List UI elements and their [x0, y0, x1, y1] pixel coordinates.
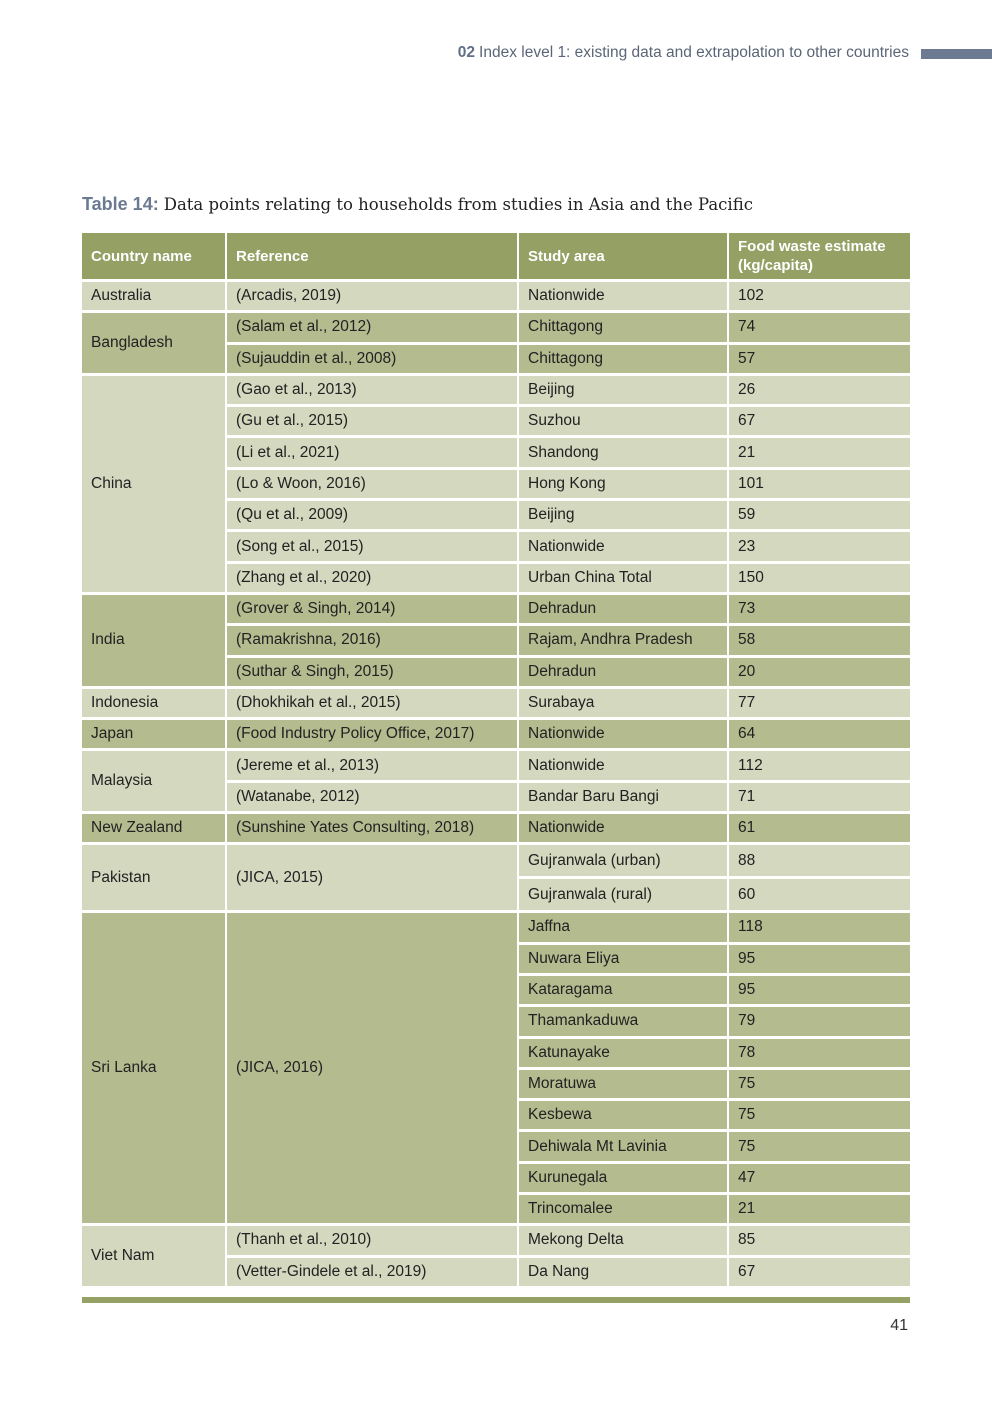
food-waste-estimate-cell: 75 — [729, 1070, 910, 1098]
table-row — [82, 376, 910, 404]
study-area-cell: Suzhou — [519, 407, 727, 435]
food-waste-estimate-cell: 118 — [729, 913, 910, 941]
reference-cell: (Sujauddin et al., 2008) — [227, 345, 517, 373]
study-area-cell: Urban China Total — [519, 564, 727, 592]
food-waste-estimate-cell: 21 — [729, 1195, 910, 1223]
header-accent-bar — [921, 49, 992, 59]
study-area-cell: Kurunegala — [519, 1164, 727, 1192]
reference-cell: (Food Industry Policy Office, 2017) — [227, 720, 517, 748]
table-row — [82, 814, 910, 842]
food-waste-estimate-cell: 61 — [729, 814, 910, 842]
study-area-cell: Nationwide — [519, 751, 727, 779]
food-waste-estimate-cell: 59 — [729, 501, 910, 529]
study-area-cell: Jaffna — [519, 913, 727, 941]
country-cell: China — [82, 376, 225, 592]
food-waste-estimate-cell: 23 — [729, 532, 910, 560]
food-waste-estimate-cell: 57 — [729, 345, 910, 373]
food-waste-estimate-cell: 21 — [729, 438, 910, 466]
study-area-cell: Nationwide — [519, 814, 727, 842]
food-waste-estimate-cell: 67 — [729, 1258, 910, 1286]
study-area-cell: Nationwide — [519, 532, 727, 560]
table-caption-text: Data points relating to households from studies in Asia and the Pacific — [163, 195, 753, 214]
study-area-cell: Hong Kong — [519, 470, 727, 498]
country-cell: India — [82, 595, 225, 686]
study-area-cell: Nationwide — [519, 282, 727, 310]
column-header-food-waste-estimate: Food waste estimate (kg/capita) — [729, 233, 910, 279]
country-cell: New Zealand — [82, 814, 225, 842]
table-bottom-rule — [82, 1297, 910, 1303]
food-waste-table — [80, 230, 912, 1289]
study-area-cell: Chittagong — [519, 345, 727, 373]
study-area-cell: Da Nang — [519, 1258, 727, 1286]
column-header-reference: Reference — [227, 233, 517, 279]
food-waste-estimate-cell: 95 — [729, 945, 910, 973]
food-waste-estimate-cell: 71 — [729, 783, 910, 811]
food-waste-estimate-cell: 75 — [729, 1132, 910, 1160]
column-header-country: Country name — [82, 233, 225, 279]
study-area-cell: Trincomalee — [519, 1195, 727, 1223]
table-row — [82, 1226, 910, 1254]
study-area-cell: Bandar Baru Bangi — [519, 783, 727, 811]
food-waste-estimate-cell: 77 — [729, 689, 910, 717]
reference-cell: (Song et al., 2015) — [227, 532, 517, 560]
food-waste-estimate-cell: 112 — [729, 751, 910, 779]
country-cell: Australia — [82, 282, 225, 310]
food-waste-estimate-cell: 102 — [729, 282, 910, 310]
table-caption — [82, 194, 912, 215]
table-row — [82, 913, 910, 941]
food-waste-estimate-cell: 88 — [729, 845, 910, 876]
table-row — [82, 751, 910, 779]
study-area-cell: Kesbewa — [519, 1101, 727, 1129]
study-area-cell: Gujranwala (rural) — [519, 879, 727, 910]
study-area-cell: Beijing — [519, 376, 727, 404]
study-area-cell: Nationwide — [519, 720, 727, 748]
reference-cell: (Watanabe, 2012) — [227, 783, 517, 811]
table-header-row — [82, 233, 910, 279]
food-waste-estimate-cell: 75 — [729, 1101, 910, 1129]
study-area-cell: Katunayake — [519, 1039, 727, 1067]
study-area-cell: Dehiwala Mt Lavinia — [519, 1132, 727, 1160]
reference-cell: (Li et al., 2021) — [227, 438, 517, 466]
food-waste-estimate-cell: 58 — [729, 626, 910, 654]
food-waste-estimate-cell: 150 — [729, 564, 910, 592]
study-area-cell: Dehradun — [519, 658, 727, 686]
study-area-cell: Rajam, Andhra Pradesh — [519, 626, 727, 654]
country-cell: Pakistan — [82, 845, 225, 910]
food-waste-estimate-cell: 101 — [729, 470, 910, 498]
food-waste-estimate-cell: 64 — [729, 720, 910, 748]
reference-cell: (Qu et al., 2009) — [227, 501, 517, 529]
food-waste-estimate-cell: 60 — [729, 879, 910, 910]
table-row — [82, 720, 910, 748]
reference-cell: (Gu et al., 2015) — [227, 407, 517, 435]
reference-cell: (Salam et al., 2012) — [227, 313, 517, 341]
food-waste-estimate-cell: 67 — [729, 407, 910, 435]
study-area-cell: Dehradun — [519, 595, 727, 623]
reference-cell: (Dhokhikah et al., 2015) — [227, 689, 517, 717]
reference-cell: (Thanh et al., 2010) — [227, 1226, 517, 1254]
study-area-cell: Moratuwa — [519, 1070, 727, 1098]
table-row — [82, 313, 910, 341]
study-area-cell: Kataragama — [519, 976, 727, 1004]
study-area-cell: Mekong Delta — [519, 1226, 727, 1254]
table-row — [82, 689, 910, 717]
reference-cell: (Sunshine Yates Consulting, 2018) — [227, 814, 517, 842]
page-number: 41 — [890, 1317, 908, 1334]
table-row — [82, 845, 910, 876]
reference-cell: (Lo & Woon, 2016) — [227, 470, 517, 498]
country-cell: Sri Lanka — [82, 913, 225, 1223]
reference-cell: (Suthar & Singh, 2015) — [227, 658, 517, 686]
country-cell: Bangladesh — [82, 313, 225, 373]
food-waste-estimate-cell: 79 — [729, 1007, 910, 1035]
food-waste-estimate-cell: 85 — [729, 1226, 910, 1254]
reference-cell: (JICA, 2016) — [227, 913, 517, 1223]
chapter-number: 02 — [457, 44, 476, 61]
country-cell: Viet Nam — [82, 1226, 225, 1286]
study-area-cell: Thamankaduwa — [519, 1007, 727, 1035]
running-header — [458, 44, 909, 62]
food-waste-estimate-cell: 74 — [729, 313, 910, 341]
food-waste-estimate-cell: 73 — [729, 595, 910, 623]
reference-cell: (Grover & Singh, 2014) — [227, 595, 517, 623]
reference-cell: (Arcadis, 2019) — [227, 282, 517, 310]
study-area-cell: Shandong — [519, 438, 727, 466]
table-caption-label: Table 14: — [82, 194, 159, 214]
food-waste-estimate-cell: 78 — [729, 1039, 910, 1067]
food-waste-estimate-cell: 95 — [729, 976, 910, 1004]
country-cell: Indonesia — [82, 689, 225, 717]
table-row — [82, 282, 910, 310]
column-header-study-area: Study area — [519, 233, 727, 279]
study-area-cell: Chittagong — [519, 313, 727, 341]
study-area-cell: Gujranwala (urban) — [519, 845, 727, 876]
table-body — [82, 282, 910, 1286]
chapter-title: Index level 1: existing data and extrapolation to other countries — [479, 44, 909, 61]
study-area-cell: Surabaya — [519, 689, 727, 717]
study-area-cell: Beijing — [519, 501, 727, 529]
reference-cell: (JICA, 2015) — [227, 845, 517, 910]
country-cell: Malaysia — [82, 751, 225, 811]
reference-cell: (Vetter-Gindele et al., 2019) — [227, 1258, 517, 1286]
reference-cell: (Jereme et al., 2013) — [227, 751, 517, 779]
reference-cell: (Zhang et al., 2020) — [227, 564, 517, 592]
reference-cell: (Gao et al., 2013) — [227, 376, 517, 404]
food-waste-estimate-cell: 26 — [729, 376, 910, 404]
food-waste-estimate-cell: 47 — [729, 1164, 910, 1192]
table-row — [82, 595, 910, 623]
country-cell: Japan — [82, 720, 225, 748]
food-waste-estimate-cell: 20 — [729, 658, 910, 686]
reference-cell: (Ramakrishna, 2016) — [227, 626, 517, 654]
study-area-cell: Nuwara Eliya — [519, 945, 727, 973]
